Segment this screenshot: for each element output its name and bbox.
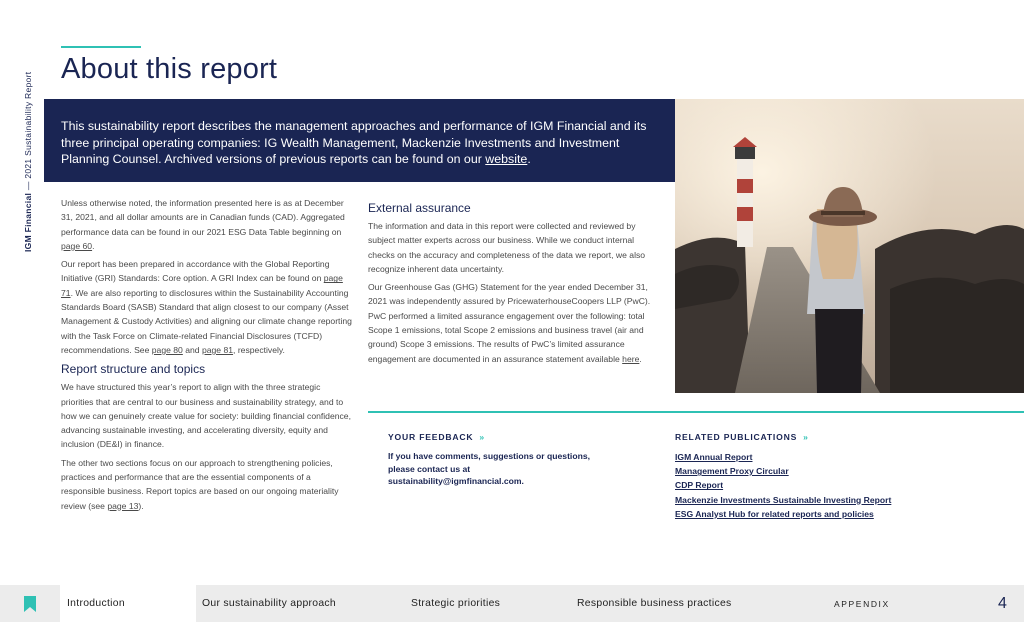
section-divider [368,411,1024,413]
feedback-heading-text: YOUR FEEDBACK [388,432,474,442]
page-number: 4 [998,594,1007,612]
bookmark-icon[interactable] [0,585,60,622]
page-13-link[interactable]: page 13 [107,500,139,511]
p1-end: . [92,240,95,251]
ghg-end: . [639,353,642,364]
date-and-currency-paragraph [61,196,353,253]
structure-paragraph: We have structured this year’s report to align with the three strategic priorities that are central to our business and sustainability strategy, and to how we can genuinely create value for society: building financial confidence, advancing sustainable investing, and accelerating diversity, equity and inclusion (DE&I) in finance. [61,382,351,450]
related-publications-block [675,432,1005,521]
hero-photo-illustration [675,99,1024,393]
p4-text: The other two sections focus on our approach to strengthening policies, practices and performance that are the essential components of a responsible business. Report topics are based on our ongoing materiality review (see [61,457,339,511]
publications-list [675,450,1005,521]
list-item [675,507,1005,521]
company-name: IGM Financial [23,192,33,252]
intro-text: This sustainability report describes the management approaches and performance of IGM Financial and its three principal operating companies: IG Wealth Management, Mackenzie Investments and Investment Planning Counsel. Archived versions of previous reports can be found on our [61,119,647,167]
label-separator: — [23,181,33,191]
right-column [368,196,660,370]
feedback-text: If you have comments, suggestions or questions, please contact us at sustainability@igmfinancial.com. [388,451,590,487]
tab-introduction[interactable]: Introduction [60,585,196,622]
tab-sustainability-approach[interactable]: Our sustainability approach [202,598,337,609]
report-structure-heading: Report structure and topics [61,362,206,377]
p2-text-c: , respectively. [233,344,285,355]
page-60-link[interactable]: page 60 [61,240,93,251]
p4-end: ). [138,500,144,511]
page-80-link[interactable]: page 80 [151,344,183,355]
vertical-report-label [22,62,36,252]
tab-responsible-business-practices[interactable]: Responsible business practices [577,598,732,609]
data-collection-paragraph: The information and data in this report were collected and reviewed by subject matter experts across our business. While we conduct internal checks on the accuracy and completeness of the data we report, we also recognize inherent data uncertainty. [368,221,646,274]
list-item [675,464,1005,478]
p1-text: Unless otherwise noted, the information presented here is as at December 31, 2021, and all dollar amounts are in Canadian funds (CAD). Aggregated performance data can be found in our 2021 ESG Data Table beginning on [61,198,345,237]
intro-end: . [527,152,531,167]
annual-report-link[interactable]: IGM Annual Report [675,452,753,462]
intro-box [44,99,675,182]
publications-heading [675,432,1005,442]
sustainable-investing-report-link[interactable]: Mackenzie Investments Sustainable Investing Report [675,494,892,505]
list-item [675,478,1005,492]
feedback-block [388,432,608,488]
list-item [675,450,1005,464]
hero-photo-woman-on-pier [675,99,1024,393]
page-71-link[interactable]: page 71 [61,273,343,298]
external-assurance-heading: External assurance [368,201,471,215]
left-column [61,196,353,517]
report-name: 2021 Sustainability Report [23,71,33,179]
publications-heading-text: RELATED PUBLICATIONS [675,432,798,442]
website-link[interactable]: website [485,152,528,167]
tab-appendix[interactable]: APPENDIX [834,598,890,609]
chevron-right-icon: » [479,432,485,442]
title-accent-rule [61,46,141,48]
bottom-navigation [0,585,1024,622]
page-81-link[interactable]: page 81 [201,344,234,355]
p2-text-a: Our report has been prepared in accordance with the Global Reporting Initiative (GRI) Standards: Core option. A GRI Index can be found on [61,259,330,284]
chevron-right-icon: » [803,432,809,442]
proxy-circular-link[interactable]: Management Proxy Circular [675,466,789,477]
assurance-here-link[interactable]: here [622,353,640,364]
sections-paragraph [61,456,353,513]
page-title: About this report [61,53,278,85]
p2-and: and [182,344,202,355]
gri-paragraph [61,257,353,357]
ghg-paragraph [368,280,660,366]
cdp-report-link[interactable]: CDP Report [675,480,724,491]
tab-strategic-priorities[interactable]: Strategic priorities [411,598,501,609]
p2-text-b: . We are also reporting to disclosures within the Sustainability Accounting Standards Board (SASB) Standard that align closest to our company (Asset Management & Custody Activities) and aligning our climate change reporting with the Task Force on Climate-related Financial Disclosures (TCFD) recommendations. See [61,287,352,355]
list-item [675,493,1005,507]
esg-analyst-hub-link[interactable]: ESG Analyst Hub for related reports and policies [675,508,874,519]
ghg-text: Our Greenhouse Gas (GHG) Statement for the year ended December 31, 2021 was independently assured by PricewaterhouseCoopers LLP (PwC). PwC performed a limited assurance engagement over the following: total Scope 1 emissions, total Scope 2 emissions and business travel (air and ground) Scope 3 emissions. The results of PwC’s limited assurance engagement are documented in an assurance statement available [368,282,651,364]
feedback-heading [388,432,608,442]
